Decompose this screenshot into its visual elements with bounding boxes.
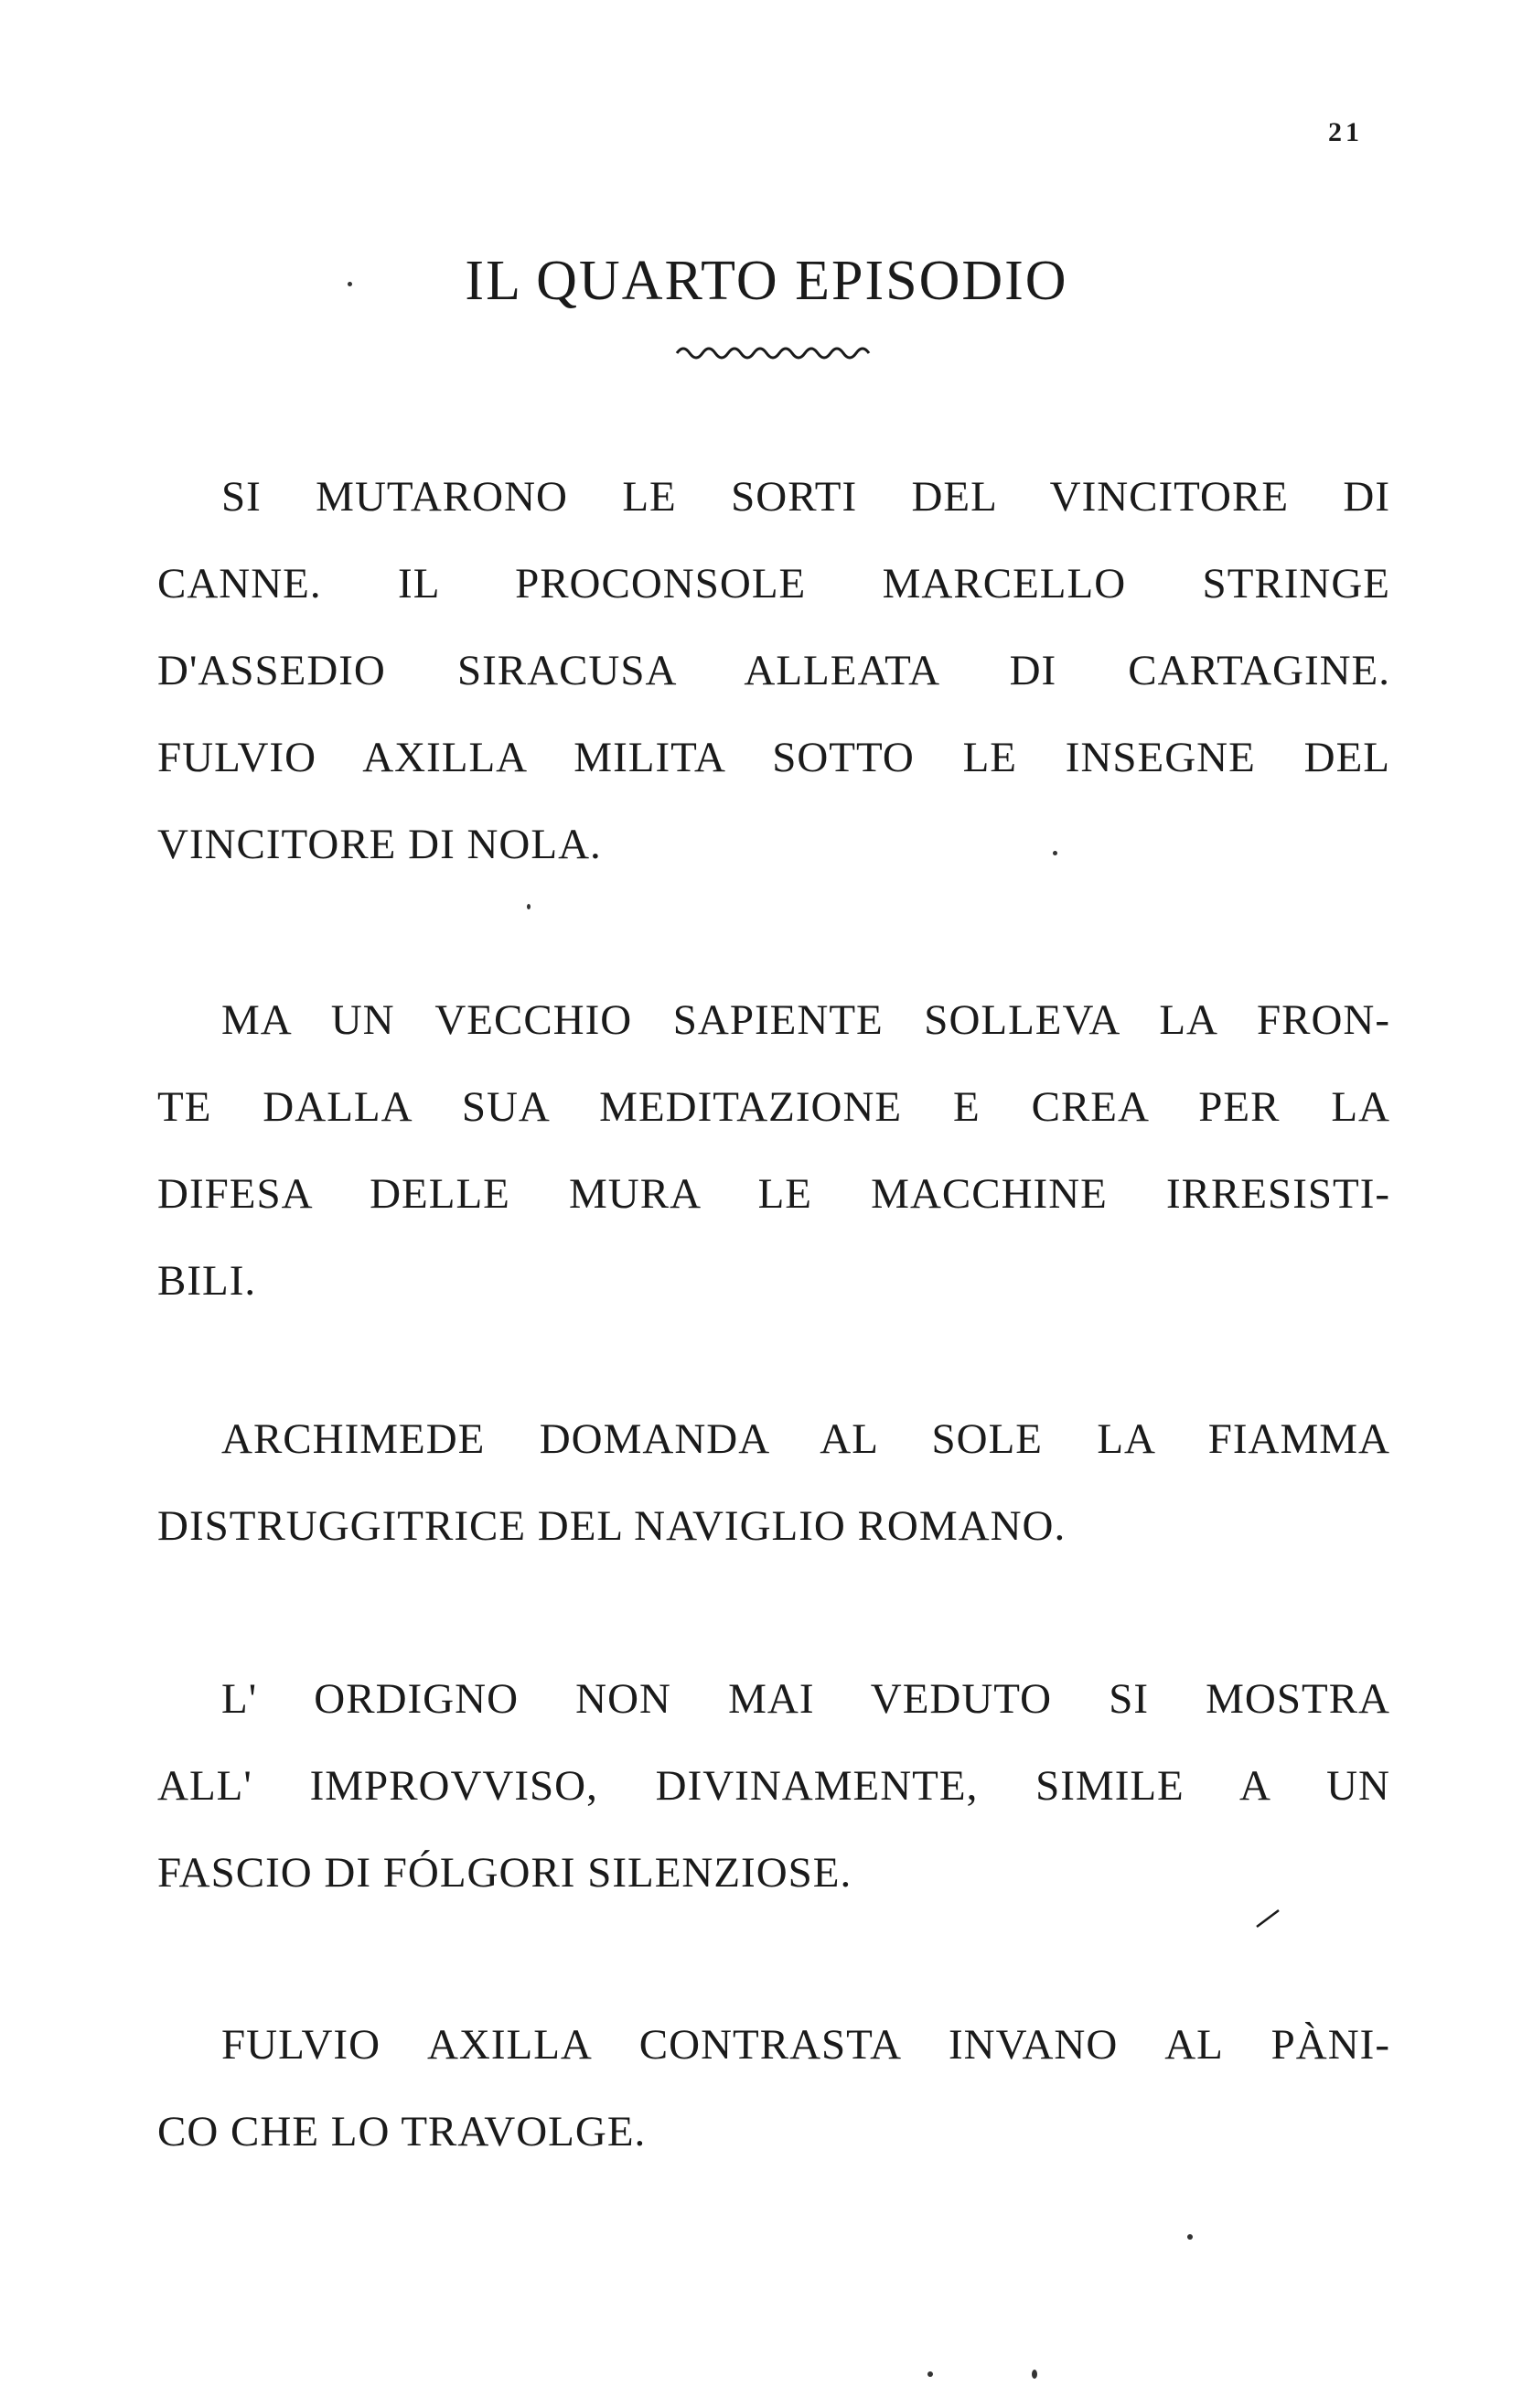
text-line: DIFESA DELLE MURA LE MACCHINE IRRESISTI- (157, 1170, 1390, 1218)
text-line: TE DALLA SUA MEDITAZIONE E CREA PER LA (157, 1083, 1390, 1131)
paragraph-2 (157, 977, 1390, 1325)
text-line: L' ORDIGNO NON MAI VEDUTO SI MOSTRA (221, 1675, 1390, 1723)
text-line: BILI. (157, 1257, 257, 1305)
text-line: ARCHIMEDE DOMANDA AL SOLE LA FIAMMA (221, 1415, 1390, 1463)
print-mark-icon (1255, 1908, 1281, 1929)
text-line: DISTRUGGITRICE DEL NAVIGLIO ROMANO. (157, 1502, 1067, 1550)
text-line: FULVIO AXILLA CONTRASTA INVANO AL PÀNI- (221, 2021, 1390, 2069)
text-line: SI MUTARONO LE SORTI DEL VINCITORE DI (221, 473, 1390, 521)
print-speck (1187, 2234, 1193, 2240)
paragraph-4 (157, 1656, 1390, 1917)
paragraph-5 (157, 2002, 1390, 2176)
print-speck (927, 2371, 933, 2377)
text-line: ALL' IMPROVVISO, DIVINAMENTE, SIMILE A UN (157, 1762, 1390, 1810)
print-speck (348, 282, 352, 286)
paragraph-3 (157, 1396, 1390, 1570)
text-line: CO CHE LO TRAVOLGE. (157, 2108, 647, 2155)
paragraph-1 (157, 454, 1390, 888)
wavy-ornament-icon (675, 340, 876, 362)
text-line: FULVIO AXILLA MILITA SOTTO LE INSEGNE DEL (157, 734, 1390, 781)
print-speck (1032, 2370, 1037, 2379)
text-line: VINCITORE DI NOLA. (157, 821, 602, 868)
print-speck (527, 904, 531, 909)
text-line: D'ASSEDIO SIRACUSA ALLEATA DI CARTAGINE. (157, 647, 1390, 694)
text-line: FASCIO DI FÓLGORI SILENZIOSE. (157, 1849, 852, 1897)
page-number: 21 (1328, 117, 1363, 147)
page-title: IL QUARTO EPISODIO (465, 250, 1068, 312)
text-line: MA UN VECCHIO SAPIENTE SOLLEVA LA FRON- (221, 996, 1390, 1044)
text-line: CANNE. IL PROCONSOLE MARCELLO STRINGE (157, 560, 1390, 607)
print-speck (1053, 851, 1057, 855)
